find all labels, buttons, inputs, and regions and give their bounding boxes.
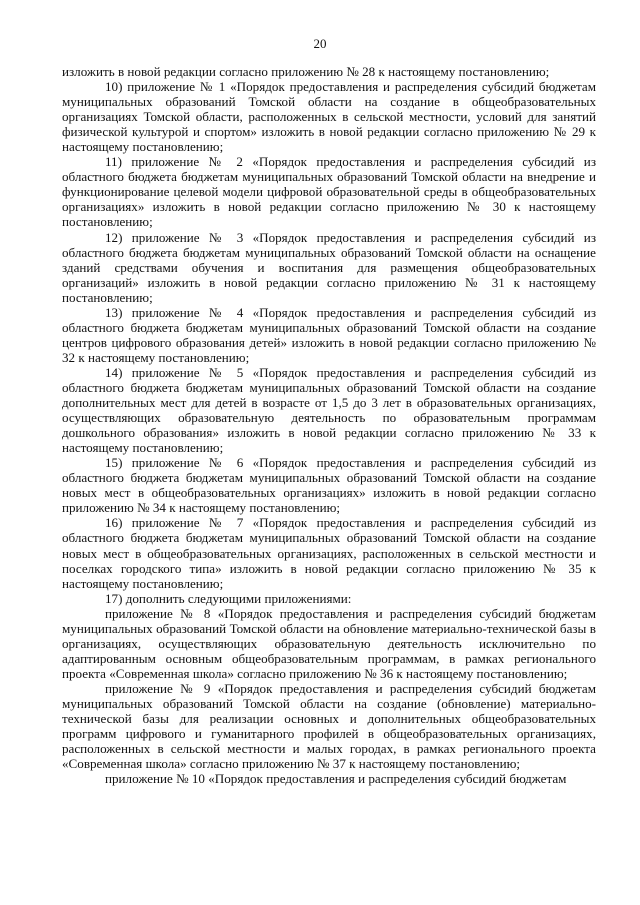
paragraph: 15) приложение № 6 «Порядок предоставления и распределения субсидий из областного бюджета бюджетам муниципальных образований Томской области на создание новых мест в общеобразовательных организациях» изложить в новой редакции согласно приложению № 34 к настоящему постановлению; xyxy=(62,455,596,516)
paragraph: 13) приложение № 4 «Порядок предоставления и распределения субсидий из областного бюджета бюджетам муниципальных образований Томской области на создание центров цифрового образования детей» изложить в новой редакции согласно приложению № 32 к настоящему постановлению; xyxy=(62,304,596,365)
paragraph: 11) приложение № 2 «Порядок предоставления и распределения субсидий из областного бюджета бюджетам муниципальных образований Томской области на внедрение и функционирование целевой модели цифровой образовательной среды в общеобразовательных организациях» изложить в новой редакции согласно приложению № 30 к настоящему постановлению; xyxy=(62,154,596,230)
paragraph: 12) приложение № 3 «Порядок предоставления и распределения субсидий из областного бюджета бюджетам муниципальных образований Томской области на оснащение зданий средствами обучения и воспитания для размещения общеобразовательных организаций» изложить в новой редакции согласно приложению № 31 к настоящему постановлению; xyxy=(62,229,596,305)
paragraph: 10) приложение № 1 «Порядок предоставления и распределения субсидий бюджетам муниципальных образований Томской области на создание в общеобразовательных организациях Томской области, расположенных в сельской местности, условий для занятий физической культурой и спортом» изложить в новой редакции согласно приложению № 29 к настоящему постановлению; xyxy=(62,79,596,155)
paragraph: приложение № 10 «Порядок предоставления и распределения субсидий бюджетам xyxy=(105,771,567,787)
document-body xyxy=(62,64,596,786)
page-number: 20 xyxy=(313,36,327,51)
paragraph: приложение № 8 «Порядок предоставления и распределения субсидий бюджетам муниципальных образований Томской области на обновление материально-технической базы в организациях, осуществляющих образовательную деятельность исключительно по адаптированным основным общеобразовательным программам, в рамках регионального проекта «Современная школа» согласно приложению № 36 к настоящему постановлению; xyxy=(62,605,596,681)
paragraph: приложение № 9 «Порядок предоставления и распределения субсидий бюджетам муниципальных образований Томской области на создание (обновление) материально-технической базы для реализации основных и дополнительных общеобразовательных программ цифрового и гуманитарного профилей в общеобразовательных организациях, расположенных в сельской местности и малых городах, в рамках регионального проекта «Современная школа» согласно приложению № 37 к настоящему постановлению; xyxy=(62,680,596,772)
paragraph: изложить в новой редакции согласно приложению № 28 к настоящему постановлению; xyxy=(62,64,550,79)
paragraph: 16) приложение № 7 «Порядок предоставления и распределения субсидий из областного бюджета бюджетам муниципальных образований Томской области на создание новых мест в общеобразовательных организациях, расположенных в сельской местности и поселках городского типа» изложить в новой редакции согласно приложению № 35 к настоящему постановлению; xyxy=(62,515,596,591)
paragraph: 14) приложение № 5 «Порядок предоставления и распределения субсидий из областного бюджета бюджетам муниципальных образований Томской области на создание дополнительных мест для детей в возрасте от 1,5 до 3 лет в образовательных организациях, осуществляющих образовательную деятельность по образовательным программам дошкольного образования» изложить в новой редакции согласно приложению № 33 к настоящему постановлению; xyxy=(62,364,596,456)
paragraph: 17) дополнить следующими приложениями: xyxy=(105,590,352,606)
